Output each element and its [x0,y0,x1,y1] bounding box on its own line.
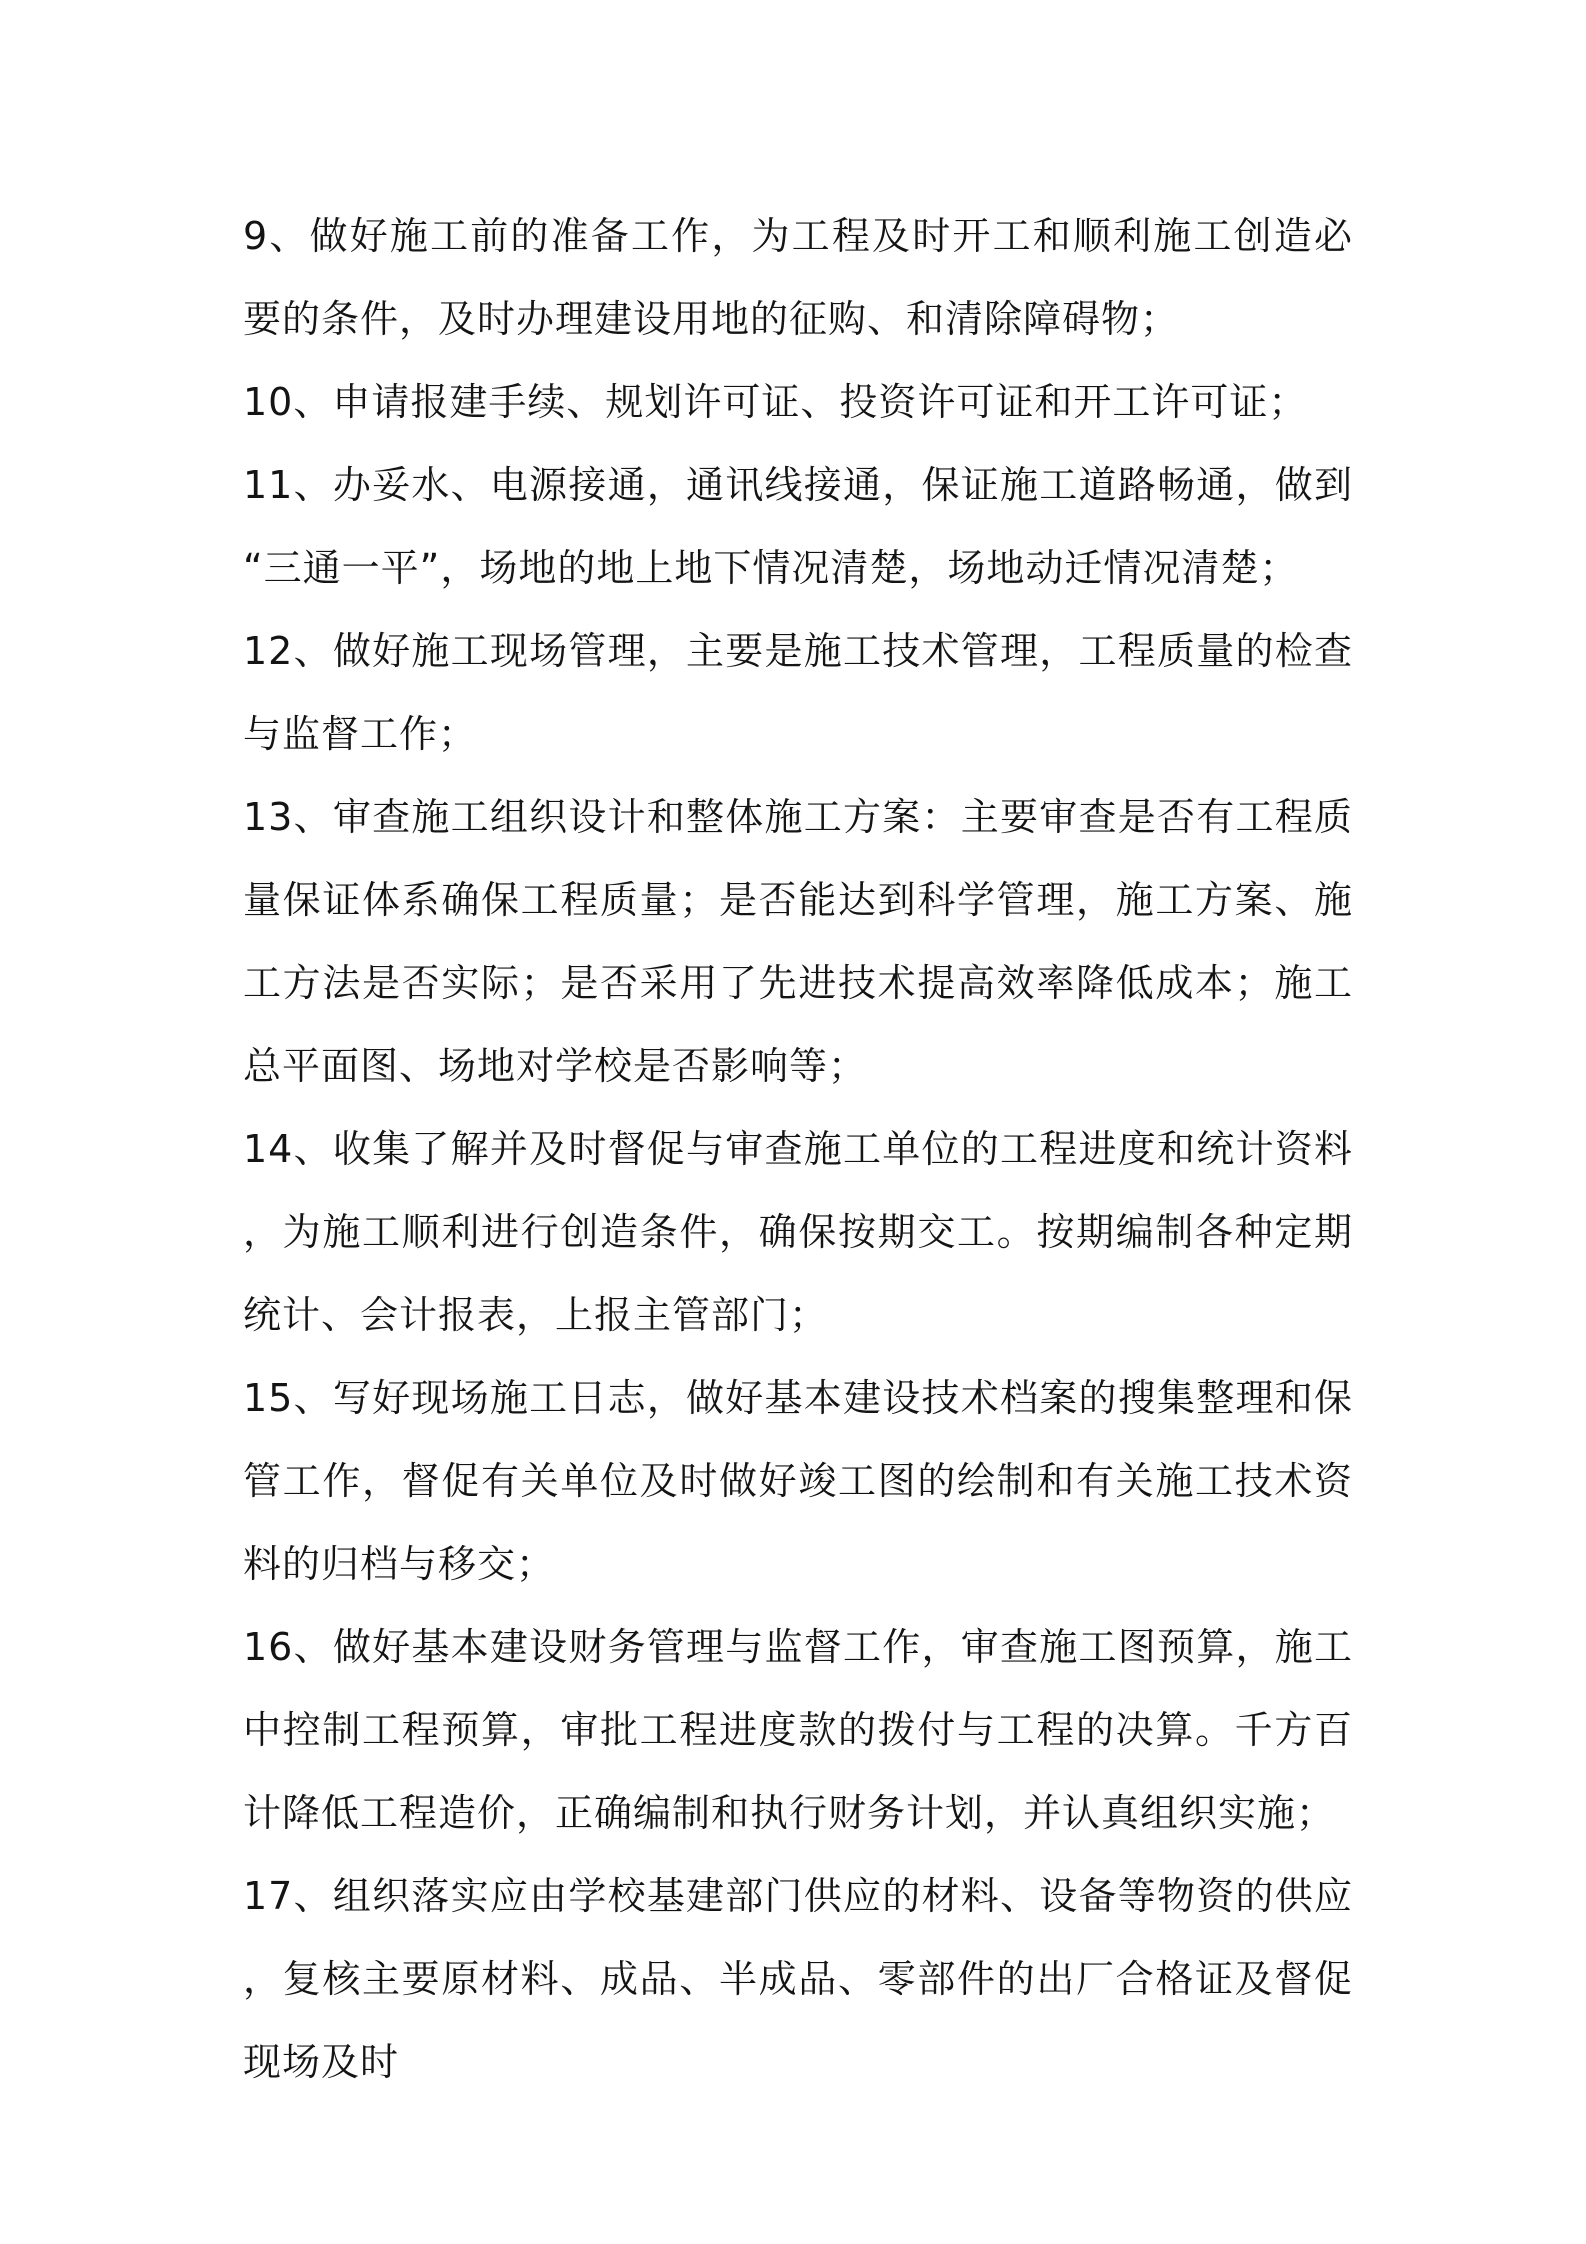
paragraph-item-16: 16、做好基本建设财务管理与监督工作，审查施工图预算，施工中控制工程预算，审批工程进度款的拨付与工程的决算。千方百计降低工程造价，正确编制和执行财务计划，并认真组织实施； [243,1625,1353,1835]
document-body [243,195,1353,2104]
paragraph-item-17: 17、组织落实应由学校基建部门供应的材料、设备等物资的供应，复核主要原材料、成品、半成品、零部件的出厂合格证及督促现场及时 [243,1874,1353,2084]
paragraph-item-15: 15、写好现场施工日志，做好基本建设技术档案的搜集整理和保管工作，督促有关单位及时做好竣工图的绘制和有关施工技术资料的归档与移交； [243,1376,1353,1586]
paragraph-item-14: 14、收集了解并及时督促与审查施工单位的工程进度和统计资料，为施工顺利进行创造条件，确保按期交工。按期编制各种定期统计、会计报表，上报主管部门； [243,1127,1353,1337]
paragraph-item-13: 13、审查施工组织设计和整体施工方案：主要审查是否有工程质量保证体系确保工程质量；是否能达到科学管理，施工方案、施工方法是否实际；是否采用了先进技术提高效率降低成本；施工总平面图、场地对学校是否影响等； [243,795,1353,1088]
paragraph-item-9: 9、做好施工前的准备工作，为工程及时开工和顺利施工创造必要的条件，及时办理建设用地的征购、和清除障碍物； [243,214,1353,341]
paragraph-item-12: 12、做好施工现场管理，主要是施工技术管理，工程质量的检查与监督工作； [243,629,1353,756]
paragraph-item-10: 10、申请报建手续、规划许可证、投资许可证和开工许可证； [243,380,1308,424]
paragraph-item-11: 11、办妥水、电源接通，通讯线接通，保证施工道路畅通，做到“三通一平”，场地的地上地下情况清楚，场地动迁情况清楚； [243,463,1353,590]
